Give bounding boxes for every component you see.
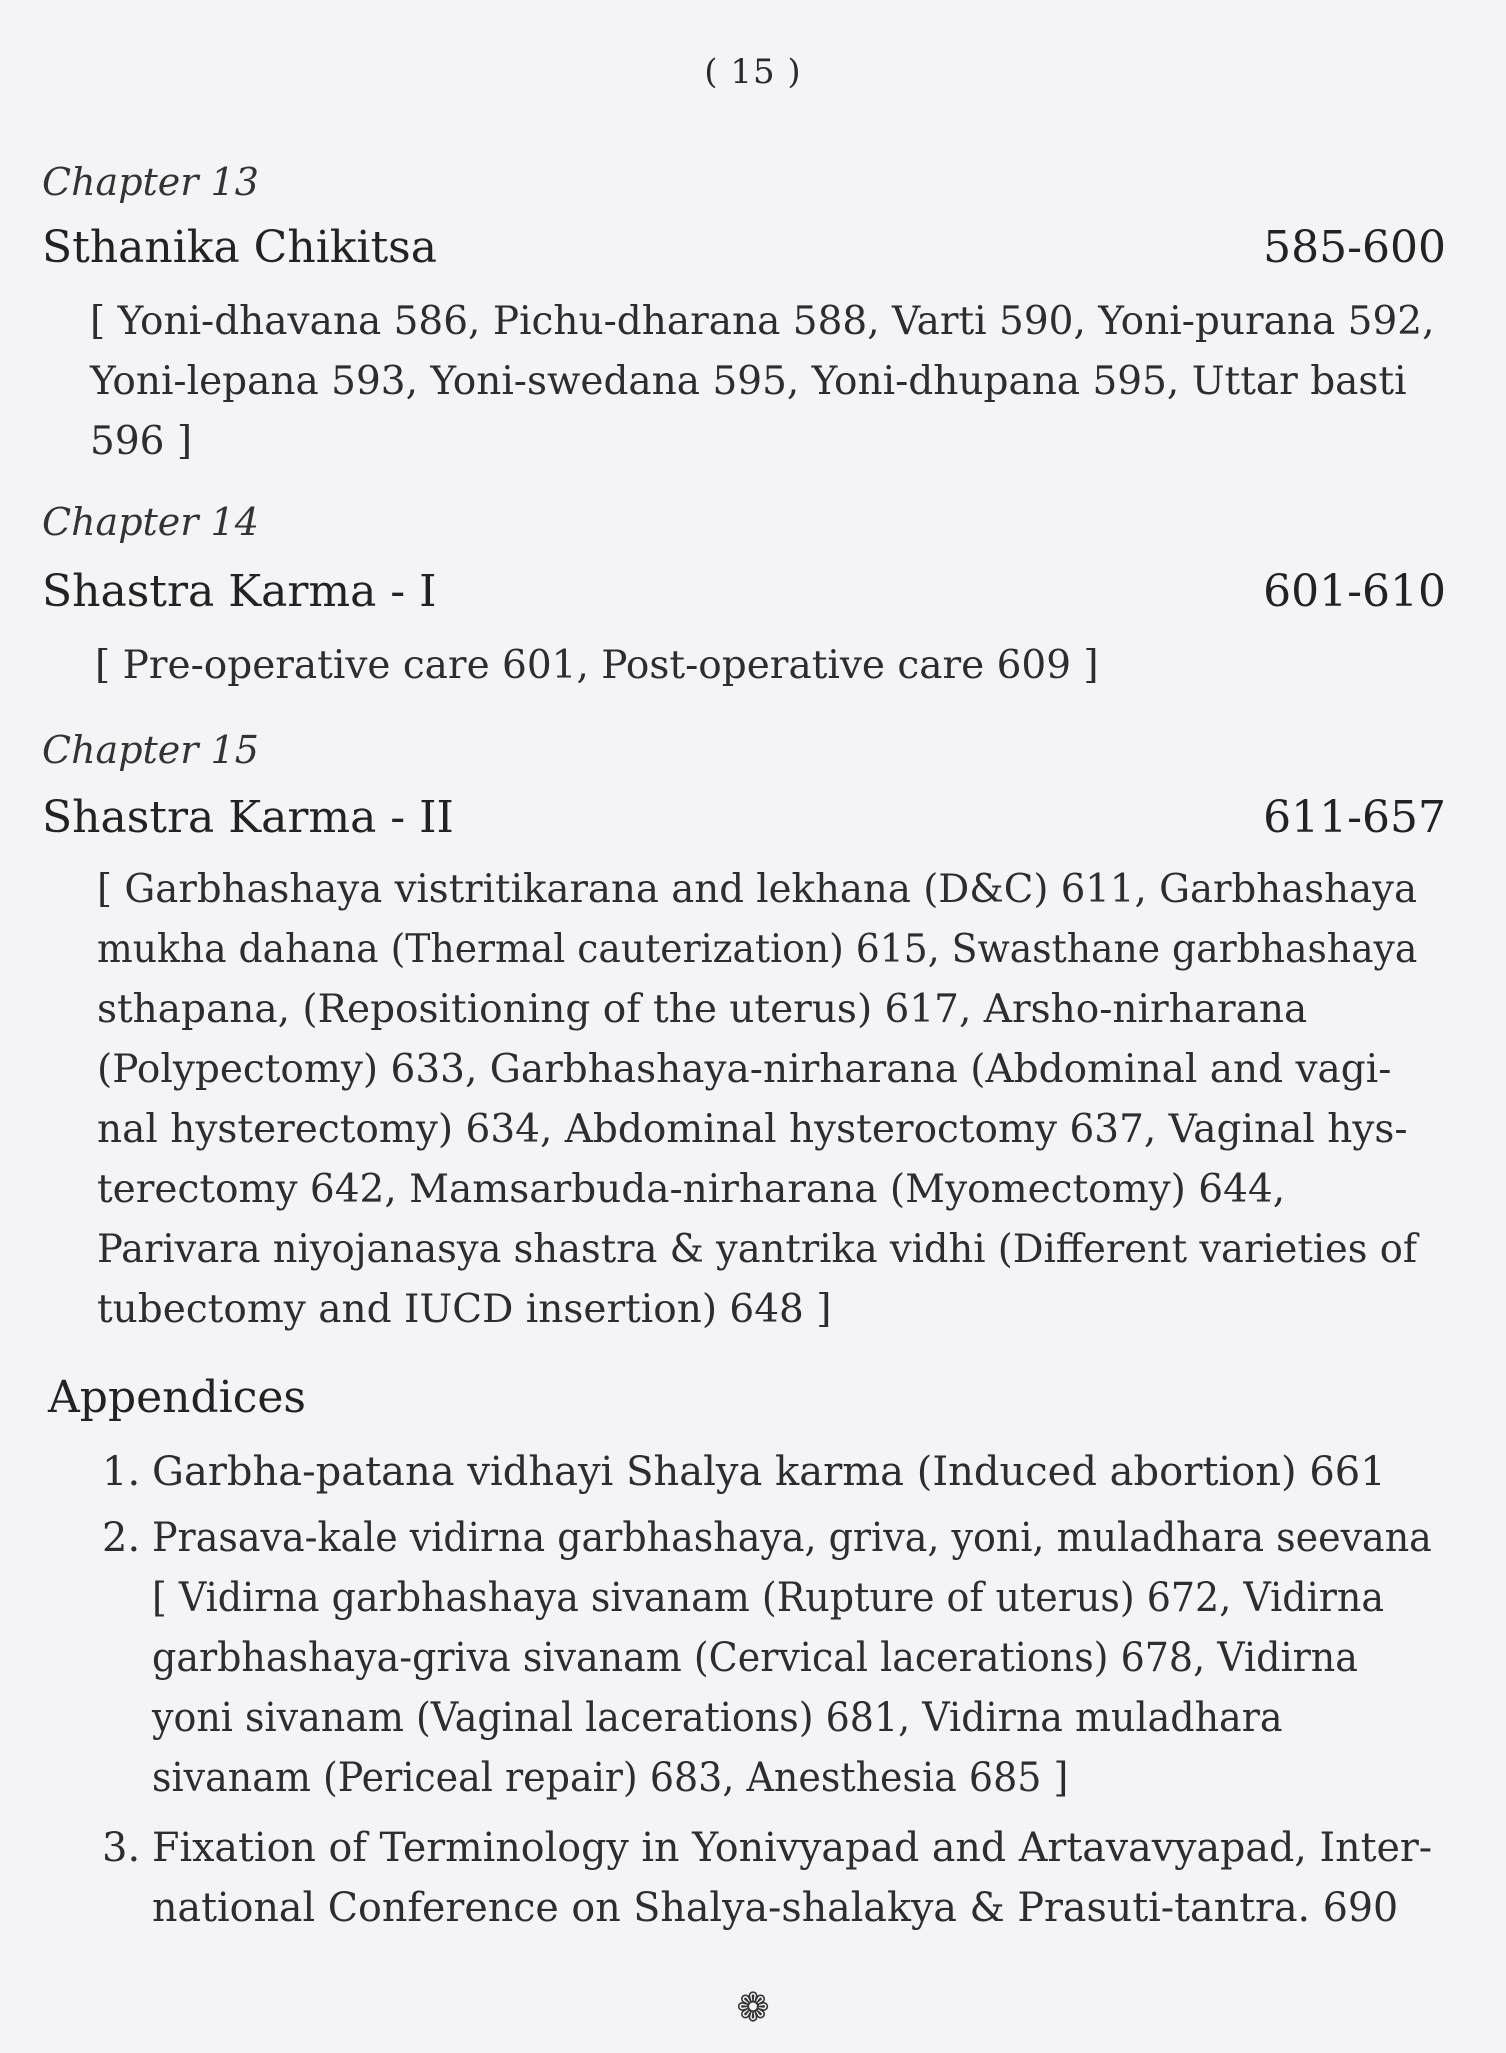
chapter-label: Chapter 13 — [42, 160, 259, 204]
chapter-page-range: 601-610 — [1263, 566, 1446, 617]
chapter-contents — [97, 860, 1417, 1340]
appendix-line: garbhashaya-griva sivanam (Cervical lacerations) 678, Vidirna — [152, 1635, 1358, 1681]
page-number: ( 15 ) — [704, 52, 802, 92]
contents-line: Parivara niyojanasya shastra & yantrika vidhi (Different varieties of — [97, 1227, 1418, 1272]
appendix-line: Fixation of Terminology in Yonivyapad and Artavavyapad, Inter- — [152, 1825, 1433, 1871]
chapter-page-range: 585-600 — [1263, 222, 1446, 273]
appendix-line: sivanam (Periceal repair) 683, Anesthesia 685 ] — [152, 1755, 1069, 1801]
contents-line: (Polypectomy) 633, Garbhashaya-nirharana (Abdominal and vagi- — [97, 1047, 1392, 1092]
appendix-line: Garbha-patana vidhayi Shalya karma (Induced abortion) 661 — [152, 1449, 1386, 1495]
contents-line: 596 ] — [90, 419, 193, 464]
appendix-line: Prasava-kale vidirna garbhashaya, griva, yoni, muladhara seevana — [152, 1515, 1432, 1561]
appendix-line: national Conference on Shalya-shalakya & Prasuti-tantra. 690 — [152, 1885, 1399, 1931]
appendix-item — [102, 1818, 1432, 1938]
chapter-label: Chapter 14 — [42, 500, 259, 544]
appendix-number: 3. — [102, 1825, 141, 1871]
appendix-text — [152, 1818, 1446, 1938]
appendix-text — [152, 1442, 1386, 1502]
contents-line: terectomy 642, Mamsarbuda-nirharana (Myomectomy) 644, — [97, 1167, 1286, 1212]
contents-line: [ Pre-operative care 601, Post-operative care 609 ] — [95, 643, 1099, 688]
chapter-label: Chapter 15 — [42, 728, 259, 772]
appendix-item — [102, 1442, 1432, 1502]
contents-line: nal hysterectomy) 634, Abdominal hysteroctomy 637, Vaginal hys- — [97, 1107, 1408, 1152]
contents-line: tubectomy and IUCD insertion) 648 ] — [97, 1287, 832, 1332]
contents-line: Yoni-lepana 593, Yoni-swedana 595, Yoni-dhupana 595, Uttar basti — [90, 359, 1407, 404]
chapter-title: Shastra Karma - II — [42, 792, 454, 843]
chapter-title: Shastra Karma - I — [42, 566, 437, 617]
appendix-line: yoni sivanam (Vaginal lacerations) 681, Vidirna muladhara — [152, 1695, 1283, 1741]
appendix-number: 1. — [102, 1449, 141, 1495]
chapter-contents — [95, 636, 1445, 696]
chapter-contents — [90, 292, 1440, 472]
appendices-heading: Appendices — [48, 1372, 306, 1423]
contents-line: mukha dahana (Thermal cauterization) 615, Swasthane garbhashaya — [97, 927, 1418, 972]
appendix-item — [102, 1508, 1432, 1808]
appendix-number: 2. — [102, 1515, 141, 1561]
flower-ornament-icon: ❁ — [736, 1985, 770, 2031]
contents-line: [ Garbhashaya vistritikarana and lekhana (D&C) 611, Garbhashaya — [97, 867, 1417, 912]
chapter-title: Sthanika Chikitsa — [42, 222, 437, 273]
contents-line: sthapana, (Repositioning of the uterus) 617, Arsho-nirharana — [97, 987, 1308, 1032]
contents-line: [ Yoni-dhavana 586, Pichu-dharana 588, Varti 590, Yoni-purana 592, — [90, 299, 1435, 344]
chapter-page-range: 611-657 — [1263, 792, 1446, 843]
appendix-line: [ Vidirna garbhashaya sivanam (Rupture of uterus) 672, Vidirna — [152, 1575, 1385, 1621]
appendix-text — [152, 1508, 1500, 1808]
